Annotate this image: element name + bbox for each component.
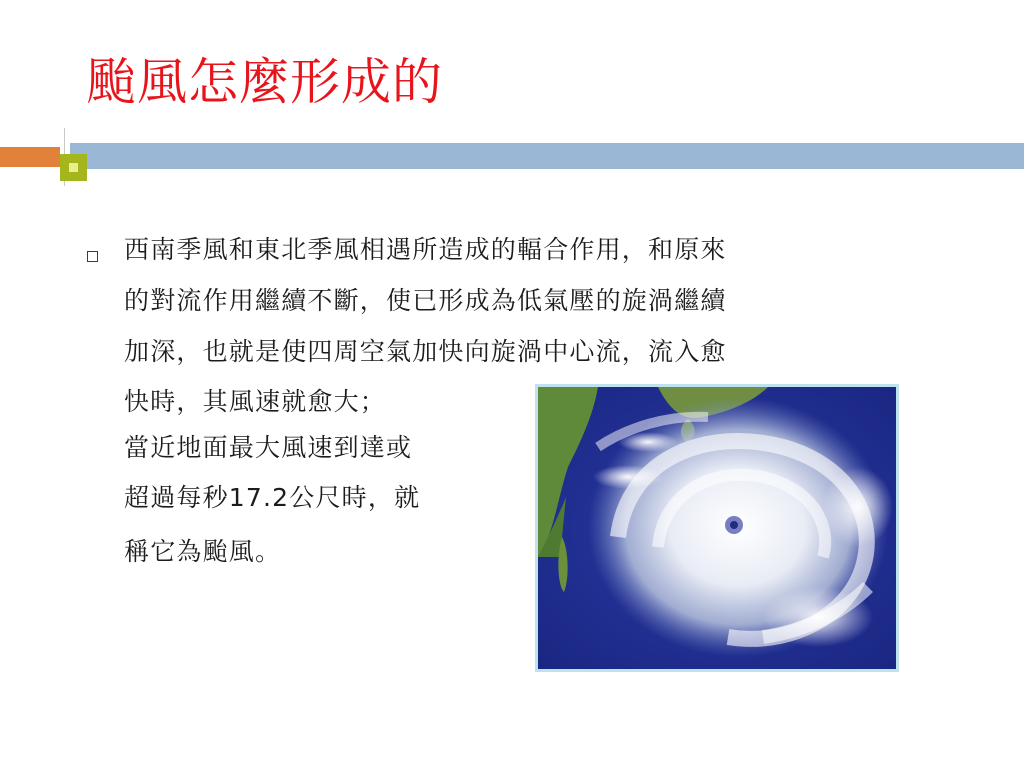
body-line-1: 西南季風和東北季風相遇所造成的輻合作用，和原來	[124, 235, 727, 264]
body-line-3: 加深，也就是使四周空氣加快向旋渦中心流，流入愈	[124, 337, 727, 366]
green-square-icon	[60, 154, 87, 181]
body-line-2: 的對流作用繼續不斷，使已形成為低氣壓的旋渦繼續	[124, 286, 727, 315]
body-line-5: 當近地面最大風速到達或	[124, 433, 413, 462]
header-bar-blue	[70, 143, 1024, 169]
header-bar-orange	[0, 147, 60, 167]
body-line-6: 超過每秒17.2公尺時，就	[124, 483, 421, 512]
body-line-7: 稱它為颱風。	[124, 537, 282, 566]
body-line-4: 快時，其風速就愈大；	[124, 387, 387, 416]
square-bullet-icon	[87, 251, 98, 262]
typhoon-satellite-image	[535, 384, 899, 672]
slide-title: 颱風怎麼形成的	[86, 53, 443, 111]
satellite-image-svg	[538, 387, 896, 669]
